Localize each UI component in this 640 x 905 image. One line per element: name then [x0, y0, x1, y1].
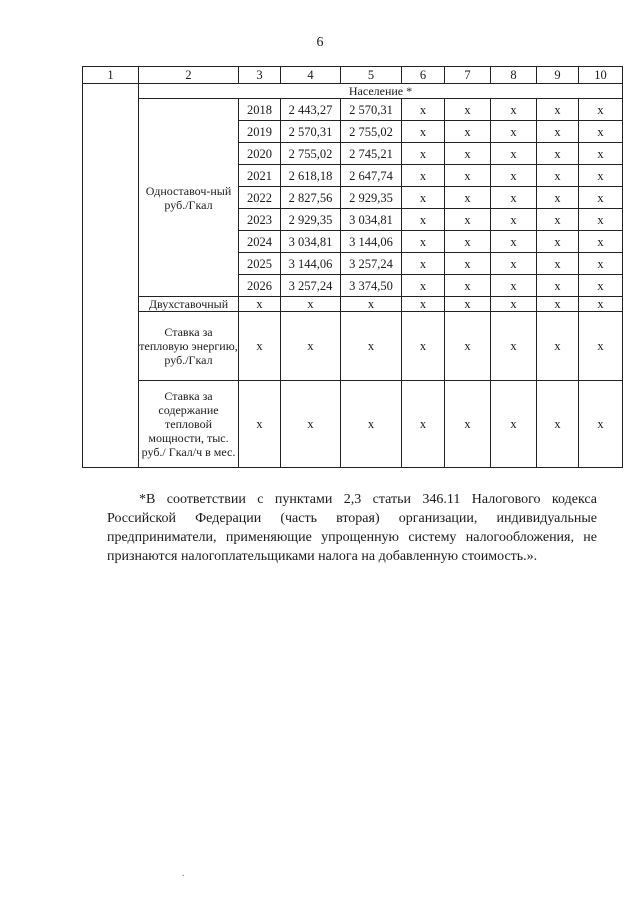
x-cell: x: [445, 165, 491, 187]
x-cell: x: [537, 381, 579, 468]
x-cell: x: [402, 312, 445, 381]
capacity-rate-label: Ставка за содержание тепловой мощности, тыс. руб./ Гкал/ч в мес.: [139, 381, 239, 468]
year-cell: 2021: [239, 165, 281, 187]
header-cell: 3: [239, 67, 281, 84]
value-cell: 3 374,50: [341, 275, 402, 297]
x-cell: x: [239, 312, 281, 381]
year-cell: 2018: [239, 99, 281, 121]
x-cell: x: [579, 99, 623, 121]
header-cell: 4: [281, 67, 341, 84]
x-cell: x: [341, 297, 402, 312]
x-cell: x: [491, 121, 537, 143]
x-cell: x: [579, 231, 623, 253]
x-cell: x: [445, 381, 491, 468]
table-header-row: [83, 67, 623, 84]
x-cell: x: [579, 381, 623, 468]
x-cell: x: [402, 253, 445, 275]
x-cell: x: [537, 312, 579, 381]
x-cell: x: [579, 253, 623, 275]
tariff-table: [82, 66, 623, 468]
energy-rate-row: [83, 312, 623, 381]
x-cell: x: [445, 275, 491, 297]
x-cell: x: [579, 312, 623, 381]
x-cell: x: [537, 143, 579, 165]
x-cell: x: [491, 143, 537, 165]
x-cell: x: [491, 275, 537, 297]
x-cell: x: [445, 99, 491, 121]
value-cell: 2 929,35: [341, 187, 402, 209]
two-rate-row: [83, 297, 623, 312]
year-cell: 2020: [239, 143, 281, 165]
population-row: [83, 84, 623, 99]
x-cell: x: [579, 121, 623, 143]
x-cell: x: [579, 143, 623, 165]
two-rate-label: Двухставочный: [139, 297, 239, 312]
x-cell: x: [281, 297, 341, 312]
column-1-cell: [83, 84, 139, 468]
value-cell: 2 755,02: [281, 143, 341, 165]
x-cell: x: [402, 165, 445, 187]
value-cell: 3 034,81: [341, 209, 402, 231]
x-cell: x: [281, 312, 341, 381]
x-cell: x: [537, 275, 579, 297]
x-cell: x: [491, 297, 537, 312]
header-cell: 7: [445, 67, 491, 84]
x-cell: x: [537, 231, 579, 253]
x-cell: x: [402, 121, 445, 143]
x-cell: x: [491, 165, 537, 187]
single-rate-label: Одноставоч-ный руб./Гкал: [139, 99, 239, 297]
x-cell: x: [537, 165, 579, 187]
header-cell: 8: [491, 67, 537, 84]
x-cell: x: [491, 312, 537, 381]
footnote-text: *В соответствии с пунктами 2,3 статьи 346.11 Налогового кодекса Российской Федерации (часть вторая) организации, индивидуальные предприниматели, применяющие упрощенную систему налогообложения, не признаются налогоплательщиками налога на добавленную стоимость.».: [107, 492, 597, 564]
x-cell: x: [445, 121, 491, 143]
page-number: 6: [316, 35, 324, 50]
x-cell: x: [402, 143, 445, 165]
x-cell: x: [341, 381, 402, 468]
x-cell: x: [445, 187, 491, 209]
value-cell: 2 745,21: [341, 143, 402, 165]
value-cell: 2 929,35: [281, 209, 341, 231]
x-cell: x: [445, 312, 491, 381]
year-cell: 2025: [239, 253, 281, 275]
year-cell: 2024: [239, 231, 281, 253]
year-cell: 2019: [239, 121, 281, 143]
value-cell: 2 827,56: [281, 187, 341, 209]
value-cell: 2 570,31: [281, 121, 341, 143]
year-cell: 2022: [239, 187, 281, 209]
x-cell: x: [537, 187, 579, 209]
value-cell: 3 257,24: [341, 253, 402, 275]
header-cell: 5: [341, 67, 402, 84]
x-cell: x: [445, 231, 491, 253]
header-cell: 2: [139, 67, 239, 84]
x-cell: x: [579, 209, 623, 231]
value-cell: 2 755,02: [341, 121, 402, 143]
x-cell: x: [281, 381, 341, 468]
header-cell: 9: [537, 67, 579, 84]
x-cell: x: [402, 297, 445, 312]
x-cell: x: [579, 165, 623, 187]
x-cell: x: [491, 381, 537, 468]
x-cell: x: [491, 209, 537, 231]
x-cell: x: [491, 187, 537, 209]
x-cell: x: [445, 143, 491, 165]
x-cell: x: [239, 297, 281, 312]
header-cell: 6: [402, 67, 445, 84]
x-cell: x: [579, 275, 623, 297]
year-cell: 2026: [239, 275, 281, 297]
x-cell: x: [537, 99, 579, 121]
x-cell: x: [537, 121, 579, 143]
population-label: Население *: [139, 84, 623, 99]
x-cell: x: [239, 381, 281, 468]
value-cell: 3 144,06: [281, 253, 341, 275]
x-cell: x: [402, 187, 445, 209]
value-cell: 2 570,31: [341, 99, 402, 121]
value-cell: 2 443,27: [281, 99, 341, 121]
x-cell: x: [537, 253, 579, 275]
header-cell: 10: [579, 67, 623, 84]
x-cell: x: [402, 381, 445, 468]
value-cell: 3 144,06: [341, 231, 402, 253]
x-cell: x: [341, 312, 402, 381]
value-cell: 2 618,18: [281, 165, 341, 187]
footnote: [107, 490, 597, 566]
x-cell: x: [402, 231, 445, 253]
year-cell: 2023: [239, 209, 281, 231]
value-cell: 2 647,74: [341, 165, 402, 187]
x-cell: x: [537, 209, 579, 231]
x-cell: x: [579, 297, 623, 312]
header-cell: 1: [83, 67, 139, 84]
x-cell: x: [491, 231, 537, 253]
x-cell: x: [402, 99, 445, 121]
x-cell: x: [579, 187, 623, 209]
capacity-rate-row: [83, 381, 623, 468]
stray-mark: .: [182, 868, 185, 879]
value-cell: 3 034,81: [281, 231, 341, 253]
energy-rate-label: Ставка за тепловую энергию, руб./Гкал: [139, 312, 239, 381]
x-cell: x: [445, 297, 491, 312]
x-cell: x: [537, 297, 579, 312]
x-cell: x: [402, 209, 445, 231]
x-cell: x: [491, 99, 537, 121]
x-cell: x: [445, 209, 491, 231]
table-row: [83, 99, 623, 121]
x-cell: x: [445, 253, 491, 275]
value-cell: 3 257,24: [281, 275, 341, 297]
x-cell: x: [402, 275, 445, 297]
x-cell: x: [491, 253, 537, 275]
